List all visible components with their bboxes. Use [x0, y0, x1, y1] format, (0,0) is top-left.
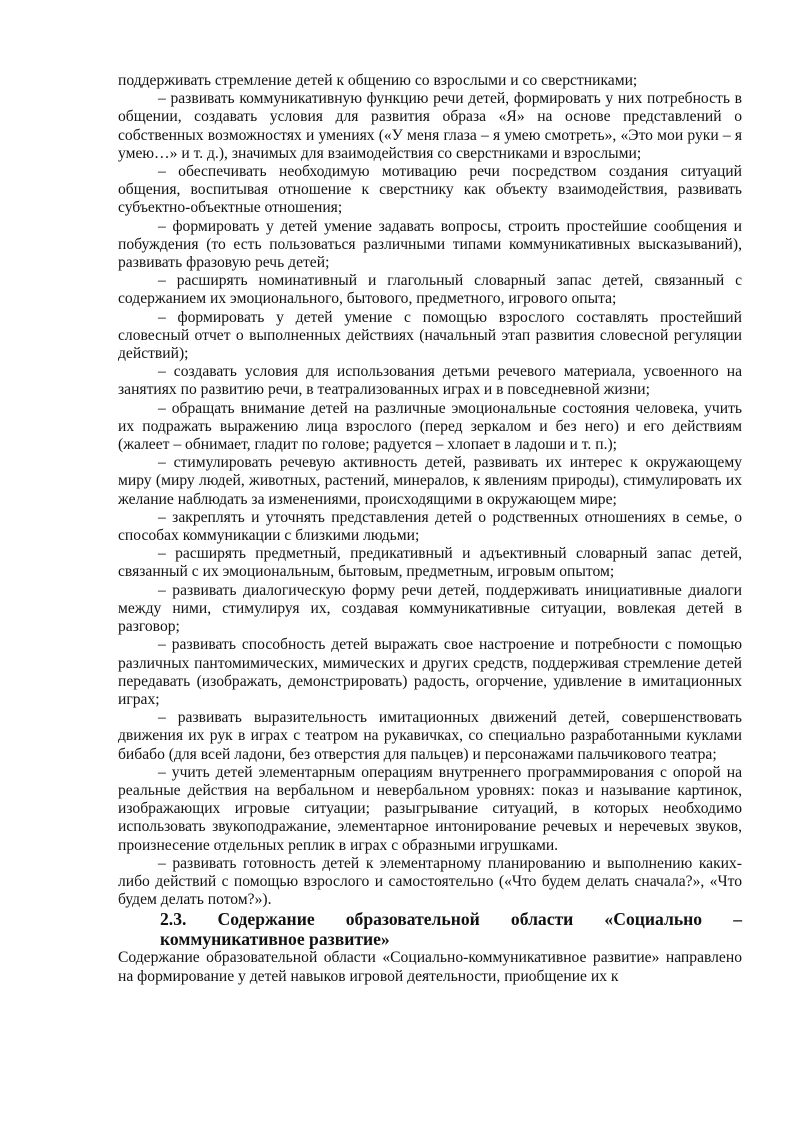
bullet-item: – развивать готовность детей к элементарному планированию и выполнению каких-либо действий с помощью взрослого и самостоятельно («Что будем делать сначала?», «Что будем делать потом?»). — [118, 854, 742, 909]
section-heading: 2.3. Содержание образовательной области «Социально – коммуникативное развитие» — [160, 909, 742, 950]
bullet-item: – расширять предметный, предикативный и адъективный словарный запас детей, связанный с их эмоциональным, бытовым, предметным, игровым опытом; — [118, 545, 742, 581]
bullet-item: – развивать способность детей выражать свое настроение и потребности с помощью различных пантомимических, мимических и других средств, поддерживая стремление детей передавать (изображать, демонстрировать) радость, огорчение, удивление в имитационных играх; — [118, 636, 742, 708]
bullet-item: – развивать коммуникативную функцию речи детей, формировать у них потребность в общении, создавать условия для развития образа «Я» на основе представлений о собственных возможностях и умениях («У меня глаза – я умею смотреть», «Это мои руки – я умею…» и т. д.), значимых для взаимодействия со сверстниками и взрослыми; — [118, 90, 742, 162]
closing-paragraph: Содержание образовательной области «Социально-коммуникативное развитие» направлено на формирование у детей навыков игровой деятельности, приобщение их к — [118, 949, 742, 985]
bullet-item: – стимулировать речевую активность детей, развивать их интерес к окружающему миру (миру людей, животных, растений, минералов, к явлениям природы), стимулировать их желание наблюдать за изменениями, происходящими в окружающем мире; — [118, 454, 742, 508]
lead-paragraph: поддерживать стремление детей к общению со взрослыми и со сверстниками; — [118, 72, 638, 89]
bullet-item: – формировать у детей умение с помощью взрослого составлять простейший словесный отчет о выполненных действиях (начальный этап развития словесной регуляции действий); — [118, 308, 742, 363]
document-page — [118, 72, 742, 986]
bullet-item: – учить детей элементарным операциям внутреннего программирования с опорой на реальные действия на вербальном и невербальном уровнях: показ и называние картинок, изображающих игровые ситуации; разыгрывание ситуаций, в которых необходимо использовать звукоподражание, элементарное интонирование речевых и неречевых звуков, произнесение отдельных реплик в играх с образными игрушками. — [118, 763, 742, 854]
bullet-item: – формировать у детей умение задавать вопросы, строить простейшие сообщения и побуждения (то есть пользоваться различными типами коммуникативных высказываний), развивать фразовую речь детей; — [118, 217, 742, 272]
bullet-item: – обеспечивать необходимую мотивацию речи посредством создания ситуаций общения, воспитывая отношение к сверстнику как объекту взаимодействия, развивать субъектно-объектные отношения; — [118, 163, 742, 217]
bullet-item: – развивать диалогическую форму речи детей, поддерживать инициативные диалоги между ними, стимулируя их, создавая коммуникативные ситуации, вовлекая детей в разговор; — [118, 581, 742, 636]
bullet-item: – развивать выразительность имитационных движений детей, совершенствовать движения их рук в играх с театром на рукавичках, со специально разработанными куклами бибабо (для всей ладони, без отверстия для пальцев) и персонажами пальчикового театра; — [118, 709, 742, 763]
bullet-item: – создавать условия для использования детьми речевого материала, усвоенного на занятиях по развитию речи, в театрализованных играх и в повседневной жизни; — [118, 363, 742, 399]
bullet-item: – обращать внимание детей на различные эмоциональные состояния человека, учить их подражать выражению лица взрослого (перед зеркалом и без него) и его действиям (жалеет – обнимает, гладит по голове; радуется – хлопает в ладоши и т. п.); — [118, 399, 742, 454]
bullet-item: – закреплять и уточнять представления детей о родственных отношениях в семье, о способах коммуникации с близкими людьми; — [118, 508, 742, 545]
bullet-item: – расширять номинативный и глагольный словарный запас детей, связанный с содержанием их эмоционального, бытового, предметного, игрового опыта; — [118, 272, 742, 308]
